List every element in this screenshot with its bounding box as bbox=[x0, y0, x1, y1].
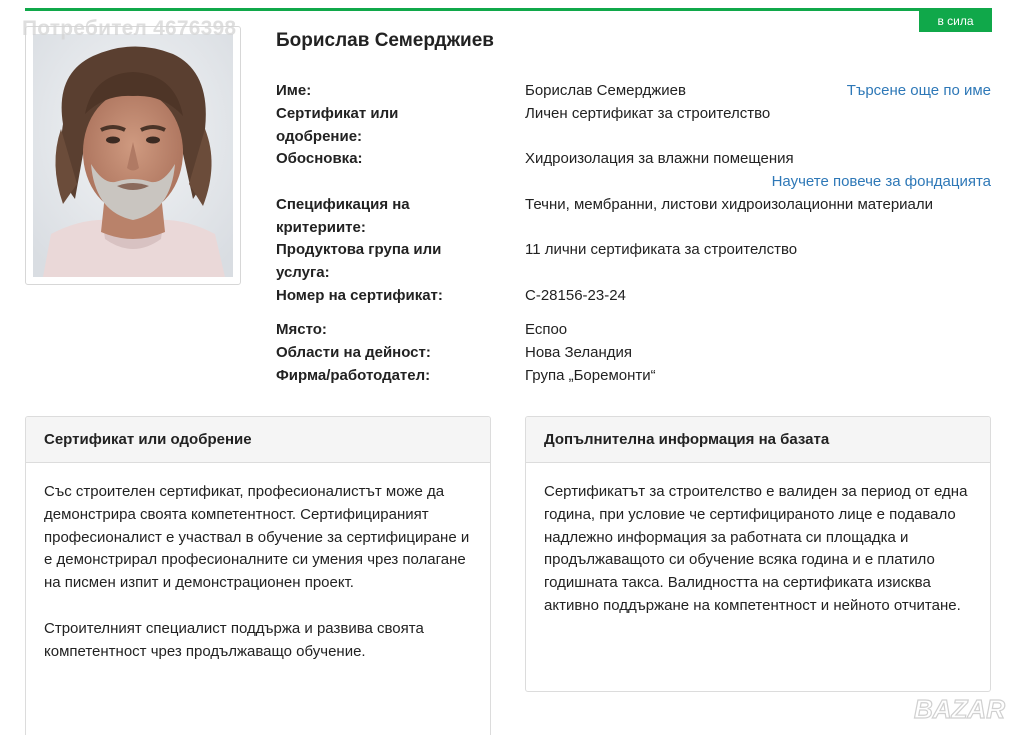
user-watermark: Потребител 4676398 bbox=[22, 17, 237, 40]
person-name: Борислав Семерджиев bbox=[276, 30, 494, 51]
product-group-label: Продуктова група или услуга: bbox=[276, 241, 442, 281]
areas-value: Нова Зеландия bbox=[525, 344, 633, 361]
employer-value: Група „Боремонти“ bbox=[525, 367, 656, 384]
learn-about-foundation-link[interactable]: Научете повече за фондацията bbox=[771, 173, 991, 190]
place-value: Еспоо bbox=[525, 321, 568, 338]
name-value: Борислав Семерджиев bbox=[525, 82, 686, 99]
place-label: Място: bbox=[276, 321, 327, 338]
panel-title: Сертификат или одобрение bbox=[26, 417, 490, 463]
panel-body bbox=[26, 463, 490, 663]
criteria-value: Течни, мембранни, листови хидроизолационни материали bbox=[525, 196, 934, 213]
certificate-value: Личен сертификат за строителство bbox=[525, 105, 771, 122]
bazar-logo-text: BAZAR bbox=[914, 694, 1005, 724]
employer-label: Фирма/работодател: bbox=[276, 367, 431, 384]
bazar-logo bbox=[912, 690, 1016, 726]
areas-label: Области на дейност: bbox=[276, 344, 431, 361]
basis-value: Хидроизолация за влажни помещения bbox=[525, 150, 794, 167]
panel-paragraph: Сертификатът за строителство е валиден за период от една година, при условие че сертифицираното лице е подавало надлежно информация за работната си площадка и продължаващото си обучение всяка година и е платило годишната такса. Валидността на сертификата изисква активно поддържане на компетентност и нейното отчитане. bbox=[544, 483, 968, 614]
status-badge: в сила bbox=[919, 11, 992, 32]
profile-photo bbox=[33, 34, 233, 277]
certificate-info-panel bbox=[25, 416, 491, 735]
certificate-label: Сертификат или одобрение: bbox=[276, 105, 399, 145]
profile-photo-frame bbox=[25, 26, 241, 285]
panel-paragraph: Със строителен сертификат, професионалистът може да демонстрира своята компетентност. Сертифицираният професионалист е участвал в обучение за сертифициране и е демонстрирал професионалните си умения чрез полагане на писмен изпит и демонстрационен проект. bbox=[44, 483, 470, 592]
panel-title: Допълнителна информация на базата bbox=[526, 417, 990, 463]
search-more-by-name-link[interactable]: Търсене още по име bbox=[846, 82, 991, 99]
basis-label: Обосновка: bbox=[276, 150, 363, 167]
criteria-label: Спецификация на критериите: bbox=[276, 196, 410, 236]
name-label: Име: bbox=[276, 82, 312, 99]
panel-body bbox=[526, 463, 990, 618]
panel-paragraph: Строителният специалист поддържа и развива своята компетентност чрез продължаващо обучение. bbox=[44, 619, 424, 660]
additional-info-panel bbox=[525, 416, 991, 692]
status-bar-line bbox=[25, 8, 992, 11]
certificate-number-value: C-28156-23-24 bbox=[525, 287, 626, 304]
product-group-value: 11 лични сертификата за строителство bbox=[525, 241, 798, 258]
certificate-number-label: Номер на сертификат: bbox=[276, 287, 443, 304]
